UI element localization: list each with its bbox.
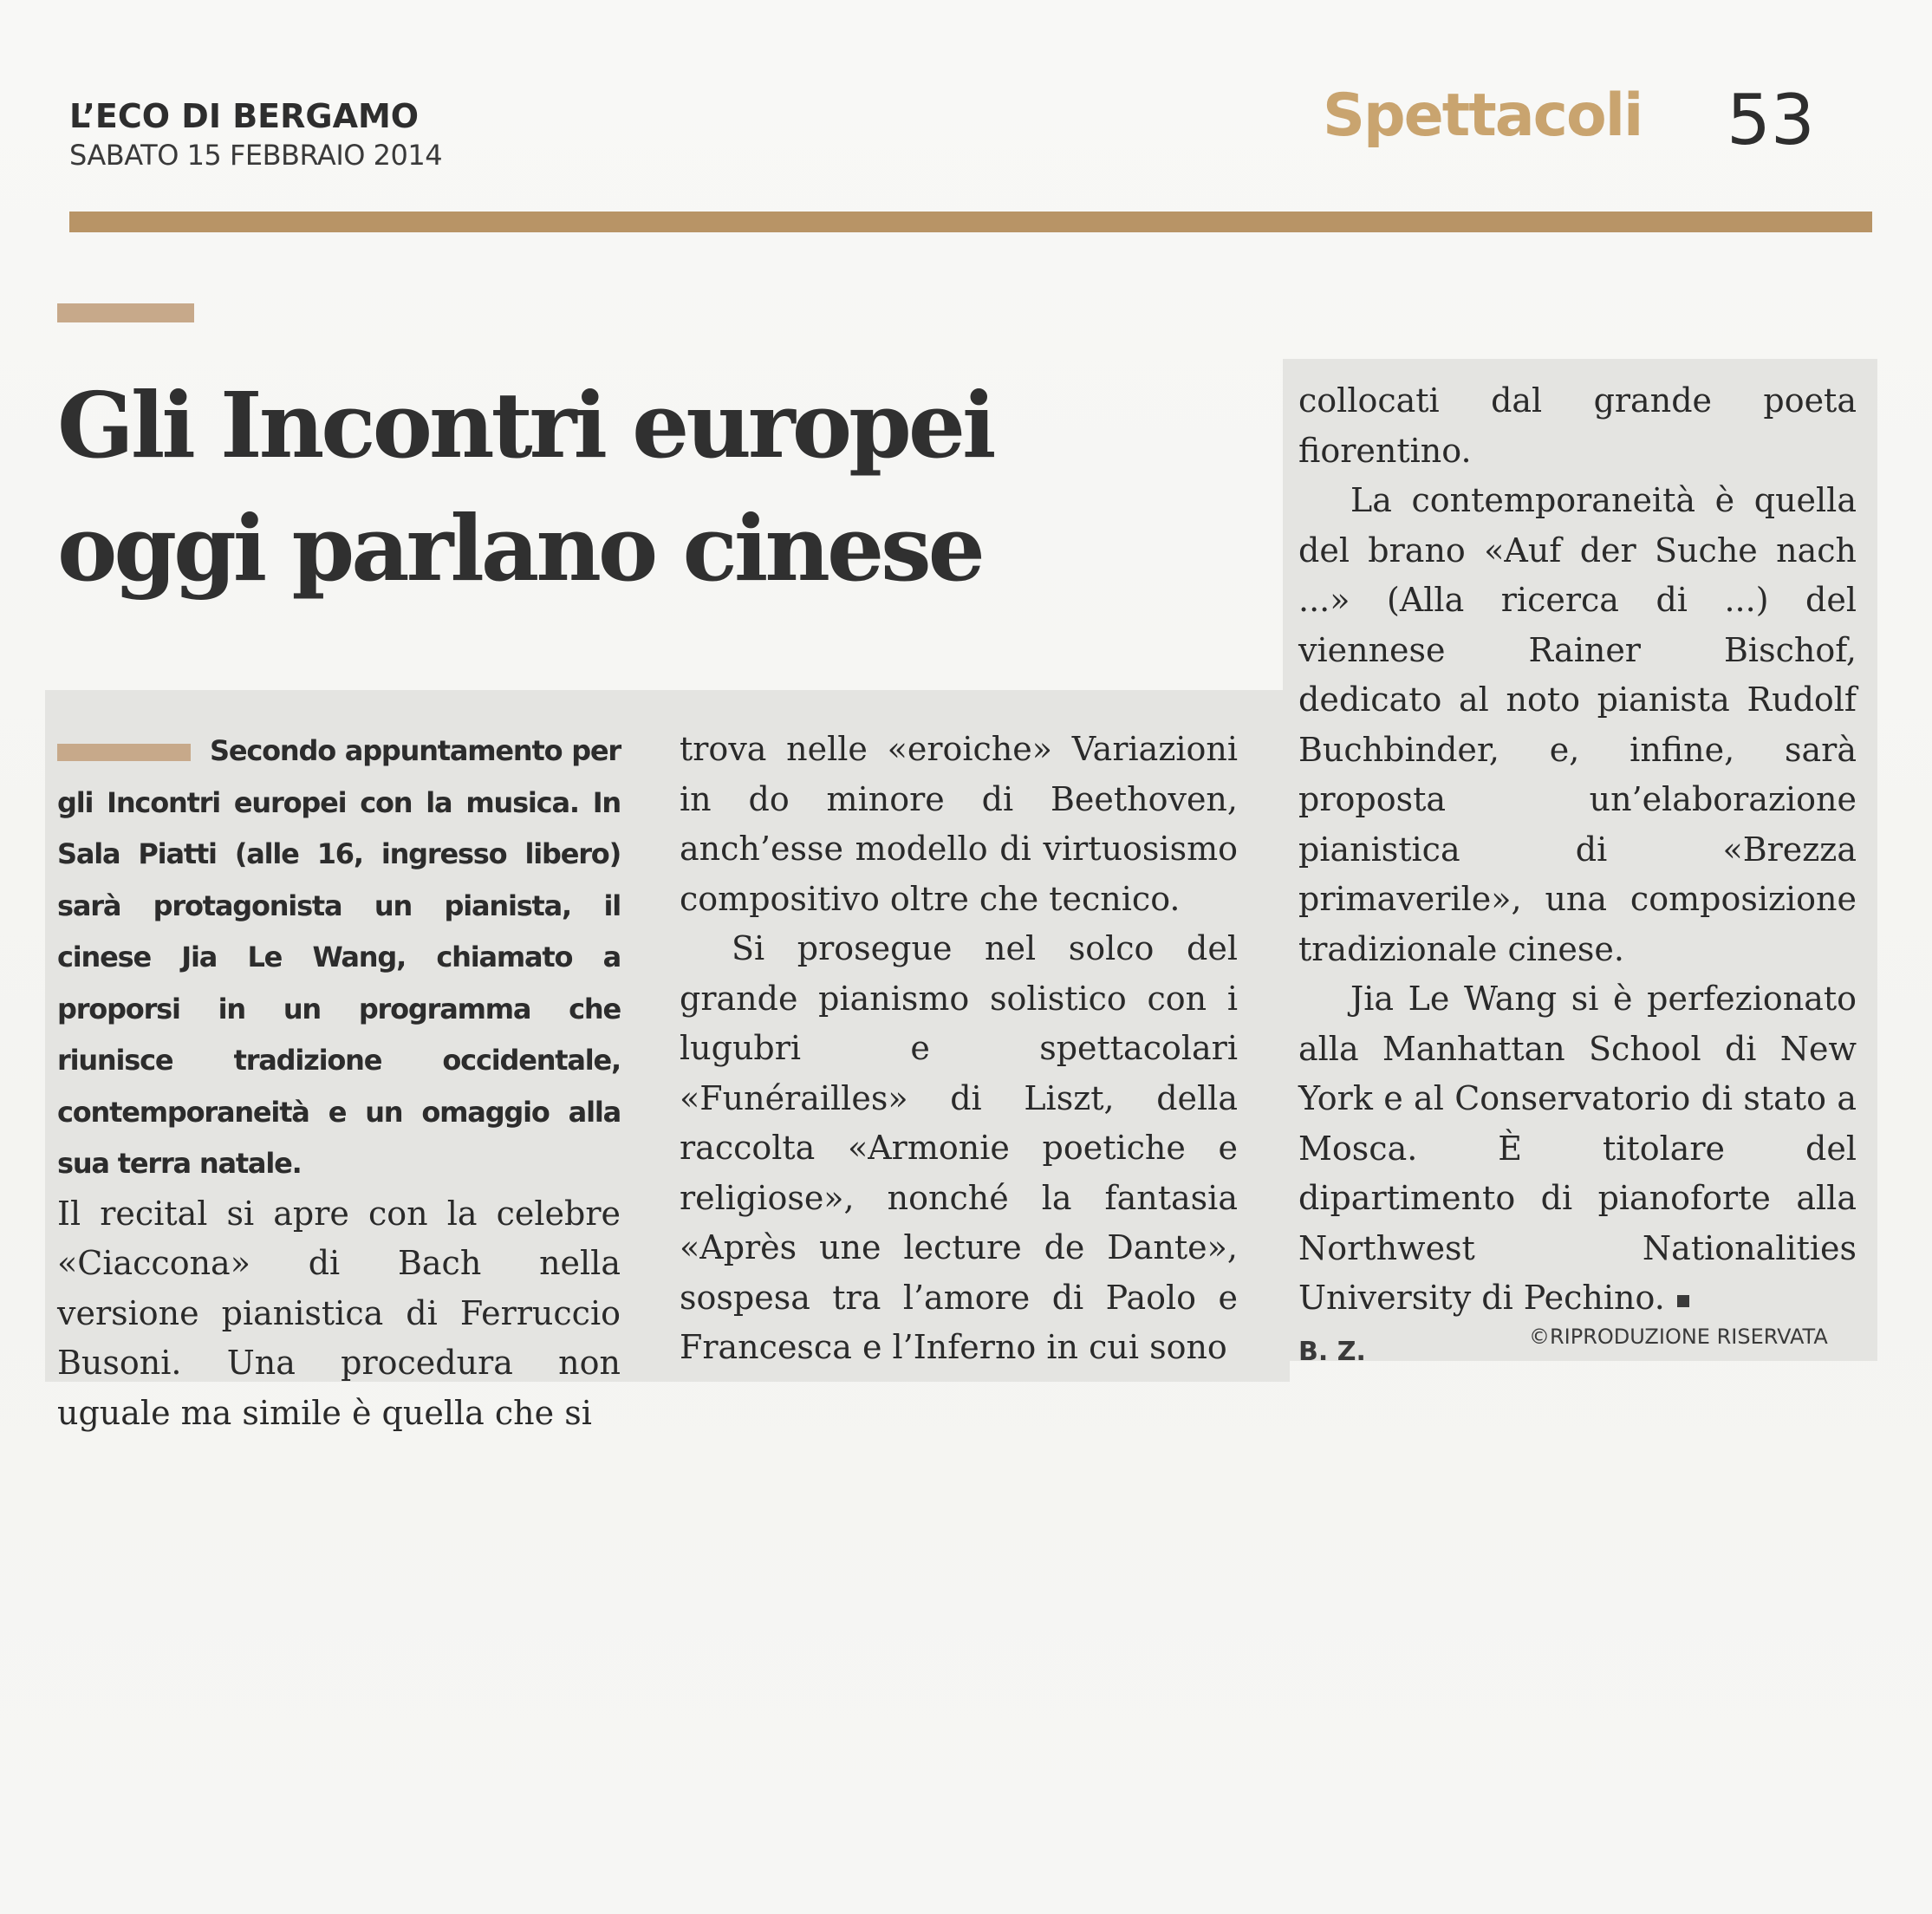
author-byline: B. Z. bbox=[1298, 1336, 1366, 1367]
copyright-notice: ©RIPRODUZIONE RISERVATA bbox=[1529, 1325, 1828, 1349]
body-paragraph: trova nelle «eroiche» Variazioni in do minore di Beethoven, anch’esse modello di virtuosismo compositivo oltre che tecnico. bbox=[680, 730, 1238, 918]
section-title: Spettacoli bbox=[1323, 81, 1643, 150]
body-paragraph: Il recital si apre con la celebre «Ciaccona» di Bach nella versione pianistica di Ferruccio Busoni. Una procedura non uguale ma simile è quella che si bbox=[57, 1194, 621, 1432]
body-paragraph: La contemporaneità è quella del brano «Auf der Suche nach ...» (Alla ricerca di ...) del viennese Rainer Bischof, dedicato al noto pianista Rudolf Buchbinder, e, infine, sarà proposta un’elaborazione pianistica di «Brezza primaverile», una composizione tradizionale cinese. bbox=[1298, 481, 1857, 968]
page-number: 53 bbox=[1727, 80, 1815, 160]
article-headline: Gli Incontri europei oggi parlano cinese bbox=[57, 372, 993, 602]
article-column-1 bbox=[57, 725, 621, 1438]
body-paragraph: collocati dal grande poeta fiorentino. bbox=[1298, 381, 1857, 470]
lead-text: Secondo appuntamento per gli Incontri europei con la musica. In Sala Piatti (alle 16, ingresso libero) sarà protagonista un pianista, il cinese Jia Le Wang, chiamato a proporsi in un programma che riunisce tradizione occidentale, contemporaneità e un omaggio alla sua terra natale. bbox=[57, 734, 621, 1180]
lead-bar bbox=[57, 744, 191, 761]
issue-date: SABATO 15 FEBBRAIO 2014 bbox=[69, 139, 443, 172]
article-column-2 bbox=[680, 725, 1238, 1373]
article-column-3 bbox=[1298, 376, 1857, 1377]
lead-paragraph bbox=[57, 725, 621, 1189]
body-paragraph: Si prosegue nel solco del grande pianismo solistico con i lugubri e spettacolari «Funérailles» di Liszt, della raccolta «Armonie poetiche e religiose», nonché la fantasia «Après une lecture de Dante», sospesa tra l’amore di Paolo e Francesca e l’Inferno in cui sono bbox=[680, 929, 1238, 1366]
end-mark-icon bbox=[1677, 1295, 1689, 1307]
body-paragraph bbox=[1298, 974, 1857, 1324]
header-rule bbox=[69, 212, 1872, 232]
newspaper-name: L’ECO DI BERGAMO bbox=[69, 97, 420, 135]
kicker-bar bbox=[57, 303, 194, 322]
closing-text: Jia Le Wang si è perfezionato alla Manhattan School di New York e al Conservatorio di stato a Mosca. È titolare del dipartimento di pianoforte alla Northwest Nationalities University di Pechino. bbox=[1298, 980, 1857, 1317]
